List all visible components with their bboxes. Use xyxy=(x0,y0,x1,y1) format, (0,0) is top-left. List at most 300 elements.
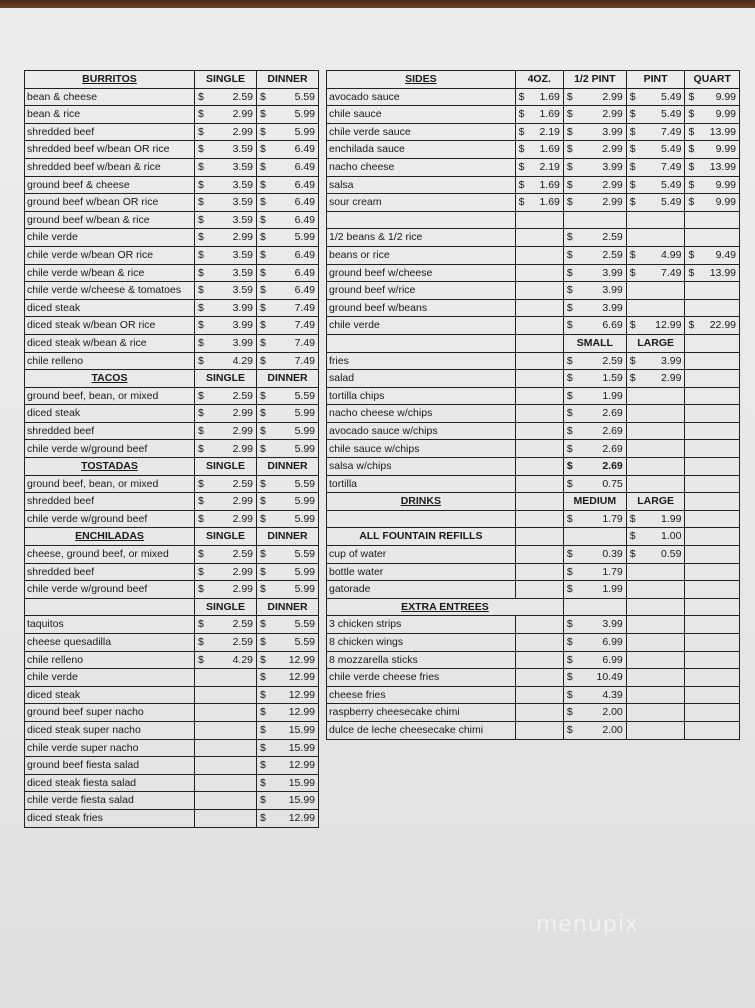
price-value: 5.99 xyxy=(294,442,315,455)
quart-price xyxy=(685,88,740,106)
currency-sign: $ xyxy=(518,90,525,103)
small-price xyxy=(563,370,626,388)
price-value: 3.99 xyxy=(661,354,682,367)
menu-row xyxy=(25,246,319,264)
blank-cell xyxy=(515,704,563,722)
half-pint-price xyxy=(563,299,626,317)
dinner-price xyxy=(257,493,319,511)
single-price xyxy=(195,229,257,247)
currency-sign: $ xyxy=(260,108,266,121)
left-menu-table xyxy=(24,70,319,828)
single-price xyxy=(195,194,257,212)
item-name: chile verde xyxy=(25,669,195,687)
item-name: 8 mozzarella sticks xyxy=(327,651,516,669)
currency-sign: $ xyxy=(260,284,266,297)
menu-row xyxy=(327,669,740,687)
item-name: tortilla xyxy=(327,475,516,493)
item-name: cheese fries xyxy=(327,686,516,704)
price-value: 2.69 xyxy=(602,460,623,473)
dinner-header: DINNER xyxy=(257,598,319,616)
currency-sign: $ xyxy=(629,108,636,121)
currency-sign: $ xyxy=(629,161,636,174)
item-name: 8 chicken wings xyxy=(327,634,516,652)
price-value: 3.59 xyxy=(232,143,253,156)
price-value: 5.59 xyxy=(294,548,315,561)
blank-cell xyxy=(195,774,257,792)
price-value: 1.69 xyxy=(539,143,560,156)
dinner-header: DINNER xyxy=(257,71,319,89)
currency-sign: $ xyxy=(688,143,695,156)
item-name: chile verde w/bean OR rice xyxy=(25,246,195,264)
currency-sign: $ xyxy=(629,354,636,367)
price-value: 9.99 xyxy=(715,108,736,121)
currency-sign: $ xyxy=(260,442,266,455)
item-name: ground beef w/cheese xyxy=(327,264,516,282)
menu-row xyxy=(25,405,319,423)
price-value: 7.49 xyxy=(661,125,682,138)
half-pint-price xyxy=(563,317,626,335)
price-value: 6.49 xyxy=(294,248,315,261)
currency-sign: $ xyxy=(629,125,636,138)
item-name: chile verde w/bean & rice xyxy=(25,264,195,282)
price-value: 6.49 xyxy=(294,178,315,191)
price-value: 3.59 xyxy=(232,213,253,226)
blank-cell xyxy=(515,405,563,423)
menu-row xyxy=(25,334,319,352)
item-name: fries xyxy=(327,352,516,370)
menu-row xyxy=(327,176,740,194)
small-price xyxy=(563,352,626,370)
currency-sign: $ xyxy=(518,178,525,191)
blank-cell xyxy=(515,563,563,581)
item-name: shredded beef w/bean & rice xyxy=(25,158,195,176)
blank-cell xyxy=(327,510,516,528)
half-pint-price xyxy=(563,246,626,264)
currency-sign: $ xyxy=(629,196,636,209)
menu-row xyxy=(25,739,319,757)
currency-sign: $ xyxy=(629,512,636,525)
price-value: 6.49 xyxy=(294,284,315,297)
price-value: 2.99 xyxy=(232,512,253,525)
single-price xyxy=(195,211,257,229)
item-name: chile verde super nacho xyxy=(25,739,195,757)
price-value: 7.49 xyxy=(661,266,682,279)
price-value: 2.69 xyxy=(602,407,623,420)
single-price xyxy=(195,176,257,194)
blank-cell xyxy=(563,211,626,229)
menu-row xyxy=(25,704,319,722)
half-pint-price xyxy=(563,88,626,106)
item-name: ground beef super nacho xyxy=(25,704,195,722)
menu-row xyxy=(25,510,319,528)
currency-sign: $ xyxy=(260,706,266,719)
menu-row xyxy=(25,669,319,687)
blank-cell xyxy=(195,721,257,739)
price-value: 5.59 xyxy=(294,90,315,103)
half-pint-price xyxy=(563,194,626,212)
currency-sign: $ xyxy=(566,653,573,666)
price-value: 2.99 xyxy=(232,442,253,455)
price-value: 12.99 xyxy=(655,319,682,332)
small-price xyxy=(563,405,626,423)
currency-sign: $ xyxy=(629,143,636,156)
blank-cell xyxy=(685,563,740,581)
price-value: 5.99 xyxy=(294,407,315,420)
half-pint-price xyxy=(563,141,626,159)
price-value: 9.99 xyxy=(715,90,736,103)
currency-sign: $ xyxy=(260,583,266,596)
blank-cell xyxy=(685,352,740,370)
dinner-price xyxy=(257,299,319,317)
price-value: 2.99 xyxy=(602,108,623,121)
menu-row xyxy=(327,721,740,739)
dinner-price xyxy=(257,739,319,757)
item-name: chile verde w/ground beef xyxy=(25,510,195,528)
single-price xyxy=(195,123,257,141)
currency-sign: $ xyxy=(566,583,573,596)
currency-sign: $ xyxy=(260,794,266,807)
single-header: SINGLE xyxy=(195,528,257,546)
extra-header xyxy=(327,598,740,616)
pint-price xyxy=(626,141,685,159)
price-value: 7.49 xyxy=(294,301,315,314)
single-price xyxy=(195,299,257,317)
menu-row xyxy=(25,616,319,634)
price-value: 9.99 xyxy=(715,143,736,156)
price-value: 2.99 xyxy=(232,565,253,578)
single-price xyxy=(195,334,257,352)
price-value: 2.99 xyxy=(232,424,253,437)
price-value: 7.49 xyxy=(661,161,682,174)
entree-price xyxy=(563,669,626,687)
price-value: 3.59 xyxy=(232,178,253,191)
item-name: shredded beef xyxy=(25,422,195,440)
currency-sign: $ xyxy=(260,759,266,772)
currency-sign: $ xyxy=(198,407,204,420)
burritos-header xyxy=(25,71,319,89)
currency-sign: $ xyxy=(629,372,636,385)
item-name: chile verde w/ground beef xyxy=(25,581,195,599)
currency-sign: $ xyxy=(260,741,266,754)
menu-row xyxy=(327,123,740,141)
price-value: 13.99 xyxy=(709,125,736,138)
price-value: 2.19 xyxy=(539,125,560,138)
dinner-price xyxy=(257,176,319,194)
price-value: 6.49 xyxy=(294,143,315,156)
blank-cell xyxy=(626,422,685,440)
currency-sign: $ xyxy=(566,354,573,367)
menu-row xyxy=(25,792,319,810)
currency-sign: $ xyxy=(260,354,266,367)
price-value: 12.99 xyxy=(288,706,315,719)
price-value: 3.99 xyxy=(232,301,253,314)
menu-row xyxy=(25,493,319,511)
price-value: 5.99 xyxy=(294,512,315,525)
single-price xyxy=(195,581,257,599)
pint-price xyxy=(626,194,685,212)
small-price xyxy=(563,475,626,493)
blank-cell xyxy=(327,334,516,352)
blank-cell xyxy=(685,651,740,669)
menu-row xyxy=(327,299,740,317)
entree-price xyxy=(563,721,626,739)
dinner-price xyxy=(257,194,319,212)
blank-cell xyxy=(685,669,740,687)
single-price xyxy=(195,106,257,124)
currency-sign: $ xyxy=(198,442,204,455)
item-name: enchilada sauce xyxy=(327,141,516,159)
small-price xyxy=(563,422,626,440)
half-pint-price xyxy=(563,106,626,124)
currency-sign: $ xyxy=(198,231,204,244)
blank-cell xyxy=(195,686,257,704)
single-price xyxy=(195,422,257,440)
menu-row xyxy=(327,546,740,564)
price-value: 15.99 xyxy=(288,794,315,807)
price-value: 2.59 xyxy=(232,389,253,402)
currency-sign: $ xyxy=(688,196,695,209)
half-pint-price xyxy=(563,264,626,282)
currency-sign: $ xyxy=(518,108,525,121)
blank-cell xyxy=(685,211,740,229)
dinner-price xyxy=(257,158,319,176)
small-price xyxy=(563,387,626,405)
blank-cell xyxy=(685,422,740,440)
currency-sign: $ xyxy=(198,636,204,649)
price-value: 3.99 xyxy=(232,336,253,349)
item-name: cheese quesadilla xyxy=(25,634,195,652)
dinner-price xyxy=(257,669,319,687)
menu-row xyxy=(327,440,740,458)
blank-cell xyxy=(685,634,740,652)
item-name: salsa w/chips xyxy=(327,458,516,476)
price-value: 3.99 xyxy=(232,319,253,332)
price-value: 2.99 xyxy=(602,143,623,156)
blank-cell xyxy=(626,686,685,704)
price-value: 2.99 xyxy=(232,583,253,596)
price-value: 1.69 xyxy=(539,108,560,121)
4oz-price xyxy=(515,106,563,124)
blank-cell xyxy=(626,405,685,423)
item-name: shredded beef xyxy=(25,563,195,581)
single-header: SINGLE xyxy=(195,598,257,616)
item-name: ground beef, bean, or mixed xyxy=(25,387,195,405)
pint-price xyxy=(626,264,685,282)
currency-sign: $ xyxy=(198,319,204,332)
large-price xyxy=(626,370,685,388)
pint-price xyxy=(626,246,685,264)
menu-row xyxy=(327,317,740,335)
price-value: 0.75 xyxy=(602,477,623,490)
menu-row xyxy=(25,158,319,176)
currency-sign: $ xyxy=(260,178,266,191)
price-value: 12.99 xyxy=(288,653,315,666)
currency-sign: $ xyxy=(688,178,695,191)
blank-cell xyxy=(626,440,685,458)
half-pint-price xyxy=(563,229,626,247)
currency-sign: $ xyxy=(260,724,266,737)
currency-sign: $ xyxy=(629,530,636,543)
menu-row xyxy=(327,634,740,652)
other-header xyxy=(25,598,319,616)
price-value: 2.69 xyxy=(602,442,623,455)
menu-row xyxy=(25,106,319,124)
price-value: 2.00 xyxy=(602,706,623,719)
menu-row xyxy=(327,422,740,440)
blank-cell xyxy=(626,616,685,634)
single-price xyxy=(195,634,257,652)
blank-cell xyxy=(515,616,563,634)
spacer-row xyxy=(327,211,740,229)
currency-sign: $ xyxy=(260,811,266,824)
small-price xyxy=(563,440,626,458)
currency-sign: $ xyxy=(260,213,266,226)
item-name: diced steak xyxy=(25,299,195,317)
currency-sign: $ xyxy=(566,724,573,737)
small-price xyxy=(563,458,626,476)
blank-cell xyxy=(515,510,563,528)
currency-sign: $ xyxy=(260,424,266,437)
item-name: avocado sauce xyxy=(327,88,516,106)
item-name: chile verde xyxy=(25,229,195,247)
entree-price xyxy=(563,651,626,669)
wood-edge xyxy=(0,0,755,8)
refill-label: ALL FOUNTAIN REFILLS xyxy=(327,528,516,546)
single-price xyxy=(195,651,257,669)
currency-sign: $ xyxy=(260,495,266,508)
currency-sign: $ xyxy=(260,125,266,138)
currency-sign: $ xyxy=(198,284,204,297)
quart-price xyxy=(685,106,740,124)
small-large-header xyxy=(327,334,740,352)
blank-cell xyxy=(685,721,740,739)
4oz-price xyxy=(515,141,563,159)
currency-sign: $ xyxy=(688,108,695,121)
currency-sign: $ xyxy=(260,90,266,103)
blank-cell xyxy=(626,563,685,581)
dinner-price xyxy=(257,809,319,827)
price-value: 2.99 xyxy=(232,231,253,244)
currency-sign: $ xyxy=(566,407,573,420)
blank-cell xyxy=(563,598,626,616)
price-value: 4.99 xyxy=(661,248,682,261)
blank-cell xyxy=(626,704,685,722)
price-value: 2.99 xyxy=(232,407,253,420)
single-price xyxy=(195,317,257,335)
menu-row xyxy=(25,229,319,247)
item-name: cheese, ground beef, or mixed xyxy=(25,546,195,564)
burritos-title: BURRITOS xyxy=(25,71,195,89)
drinks-title: DRINKS xyxy=(327,493,516,511)
menu-row xyxy=(327,141,740,159)
menu-row xyxy=(25,299,319,317)
blank-cell xyxy=(626,299,685,317)
currency-sign: $ xyxy=(260,548,266,561)
menu-row xyxy=(327,106,740,124)
dinner-price xyxy=(257,774,319,792)
item-name: diced steak w/bean OR rice xyxy=(25,317,195,335)
medium-price xyxy=(563,546,626,564)
dinner-price xyxy=(257,246,319,264)
medium-price xyxy=(563,510,626,528)
price-value: 10.49 xyxy=(596,671,623,684)
currency-sign: $ xyxy=(260,407,266,420)
item-name: diced steak super nacho xyxy=(25,721,195,739)
price-value: 5.99 xyxy=(294,495,315,508)
currency-sign: $ xyxy=(198,143,204,156)
blank-cell xyxy=(195,739,257,757)
half-pint-price xyxy=(563,176,626,194)
price-value: 5.49 xyxy=(661,90,682,103)
item-name: shredded beef xyxy=(25,493,195,511)
currency-sign: $ xyxy=(518,161,525,174)
price-value: 1.59 xyxy=(602,372,623,385)
4oz-price xyxy=(515,158,563,176)
price-value: 7.49 xyxy=(294,336,315,349)
price-value: 15.99 xyxy=(288,724,315,737)
blank-cell xyxy=(515,264,563,282)
tostadas-header xyxy=(25,458,319,476)
blank-cell xyxy=(626,598,685,616)
menu-row xyxy=(25,757,319,775)
currency-sign: $ xyxy=(566,319,573,332)
blank-cell xyxy=(626,229,685,247)
blank-cell xyxy=(685,616,740,634)
currency-sign: $ xyxy=(198,495,204,508)
4oz-price xyxy=(515,88,563,106)
menu-row xyxy=(25,581,319,599)
currency-sign: $ xyxy=(566,442,573,455)
quart-price xyxy=(685,141,740,159)
currency-sign: $ xyxy=(566,108,573,121)
large-price xyxy=(626,510,685,528)
currency-sign: $ xyxy=(198,548,204,561)
blank-cell xyxy=(685,334,740,352)
blank-cell xyxy=(626,581,685,599)
half-pint-price xyxy=(563,282,626,300)
4oz-price xyxy=(515,176,563,194)
blank-cell xyxy=(685,581,740,599)
blank-cell xyxy=(515,282,563,300)
price-value: 13.99 xyxy=(709,161,736,174)
price-value: 5.99 xyxy=(294,125,315,138)
single-price xyxy=(195,158,257,176)
blank-cell xyxy=(685,528,740,546)
dinner-price xyxy=(257,721,319,739)
blank-cell xyxy=(515,387,563,405)
blank-cell xyxy=(685,370,740,388)
blank-cell xyxy=(515,334,563,352)
price-value: 6.49 xyxy=(294,196,315,209)
currency-sign: $ xyxy=(260,477,266,490)
menu-row xyxy=(327,475,740,493)
price-value: 3.99 xyxy=(602,266,623,279)
currency-sign: $ xyxy=(566,125,573,138)
item-name: avocado sauce w/chips xyxy=(327,422,516,440)
blank-cell xyxy=(626,282,685,300)
dinner-price xyxy=(257,440,319,458)
refill-row xyxy=(327,528,740,546)
large-header: LARGE xyxy=(626,493,685,511)
single-price xyxy=(195,510,257,528)
menu-row xyxy=(25,721,319,739)
item-name: ground beef w/rice xyxy=(327,282,516,300)
item-name: ground beef, bean, or mixed xyxy=(25,475,195,493)
price-value: 2.99 xyxy=(232,108,253,121)
blank-cell xyxy=(685,299,740,317)
large-price xyxy=(626,546,685,564)
price-value: 15.99 xyxy=(288,741,315,754)
